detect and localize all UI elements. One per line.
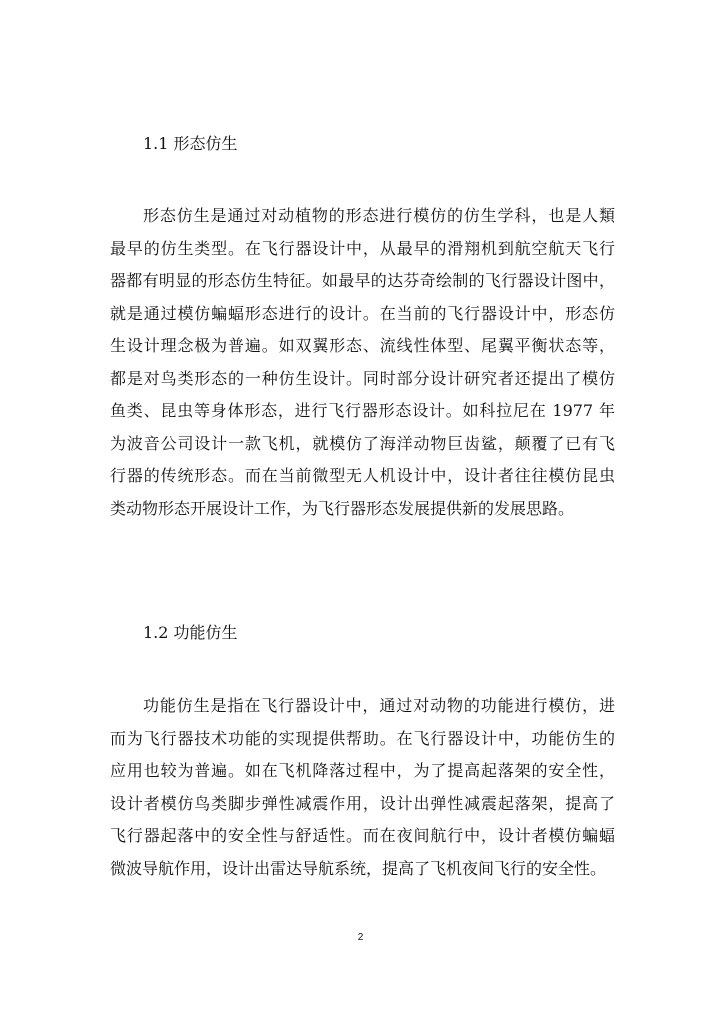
paragraph-line: 器都有明显的形态仿生特征。如最早的达芬奇绘制的飞行器设计图中， — [110, 271, 615, 290]
section-heading-functional-bionics: 1.2 功能仿生 — [143, 623, 238, 642]
paragraph-line: 而为飞行器技术功能的实现提供帮助。在飞行器设计中，功能仿生的 — [110, 728, 615, 748]
paragraph-morphological-bionics — [110, 200, 615, 525]
paragraph-line: 生设计理念极为普遍。如双翼形态、流线性体型、尾翼平衡状态等， — [110, 336, 615, 355]
paragraph-line: 最早的仿生类型。在飞行器设计中，从最早的滑翔机到航空航天飞行 — [110, 238, 615, 258]
section-heading-morphological-bionics: 1.1 形态仿生 — [143, 134, 238, 153]
paragraph-line: 鱼类、昆虫等身体形态，进行飞行器形态设计。如科拉尼在 1977 年 — [110, 401, 615, 420]
paragraph-line: 就是通过模仿蝙蝠形态进行的设计。在当前的飞行器设计中，形态仿 — [110, 303, 615, 323]
paragraph-line: 设计者模仿鸟类脚步弹性减震作用，设计出弹性减震起落架，提高了 — [110, 793, 615, 813]
paragraph-line: 应用也较为普遍。如在飞机降落过程中，为了提高起落架的安全性， — [110, 761, 615, 780]
paragraph-line: 行器的传统形态。而在当前微型无人机设计中，设计者往往模仿昆虫 — [110, 466, 615, 485]
paragraph-line: 功能仿生是指在飞行器设计中，通过对动物的功能进行模仿，进 — [143, 696, 615, 715]
page-number: 2 — [357, 932, 364, 943]
paragraph-line: 为波音公司设计一款飞机，就模仿了海洋动物巨齿鲨，颠覆了已有飞 — [110, 433, 615, 453]
paragraph-line: 飞行器起落中的安全性与舒适性。而在夜间航行中，设计者模仿蝙蝠 — [110, 826, 615, 845]
paragraph-line: 类动物形态开展设计工作，为飞行器形态发展提供新的发展思路。 — [110, 498, 575, 518]
paragraph-line: 形态仿生是通过对动植物的形态进行模仿的仿生学科，也是人類 — [143, 206, 615, 225]
paragraph-line: 微波导航作用，设计出雷达导航系统，提高了飞机夜间飞行的安全性。 — [110, 858, 607, 878]
paragraph-line: 都是对鸟类形态的一种仿生设计。同时部分设计研究者还提出了模仿 — [110, 368, 615, 388]
paragraph-functional-bionics — [110, 690, 615, 885]
